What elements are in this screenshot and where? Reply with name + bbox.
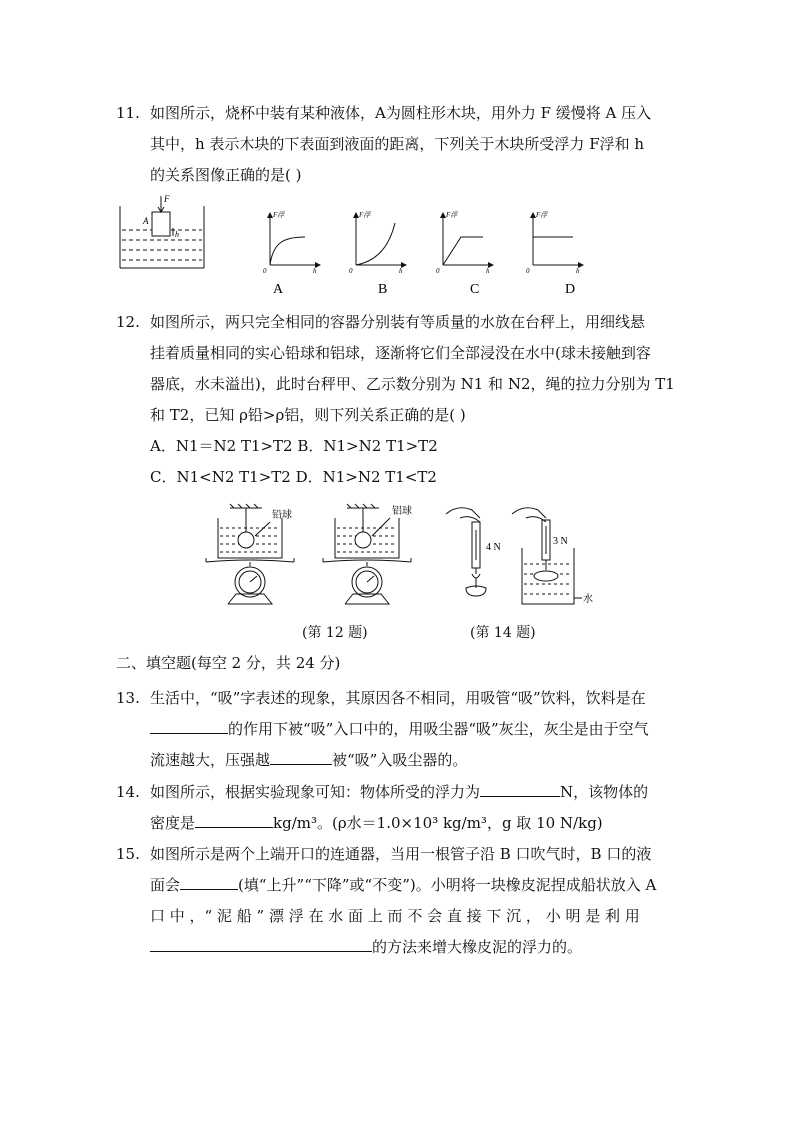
options-ab: A．N1＝N2 T1>T2 B．N1>N2 T1>T2 <box>150 437 438 455</box>
x-axis-label: h <box>576 267 580 275</box>
graph-d <box>533 213 583 265</box>
section-heading: 二、填空题(每空 2 分，共 24 分) <box>116 654 341 672</box>
question-number: 13. <box>116 689 140 707</box>
question-text-line: 的关系图像正确的是( ) <box>150 166 302 184</box>
figure-14-caption: (第 14 题) <box>470 625 536 641</box>
graph-a <box>270 213 320 265</box>
options-cd: C．N1<N2 T1>T2 D．N1>N2 T1<T2 <box>150 468 437 486</box>
question-number: 15. <box>116 845 140 863</box>
question-text-line: 其中，h 表示木块的下表面到液面的距离，下列关于木块所受浮力 F浮和 h <box>150 135 645 153</box>
question-text-line: 挂着质量相同的实心铅球和铝球，逐渐将它们全部浸没在水中(球未接触到容 <box>150 344 651 362</box>
question-number: 14. <box>116 783 140 801</box>
graph-c <box>443 213 493 265</box>
graph-c-label: C <box>470 282 480 295</box>
origin-label: 0 <box>263 267 267 275</box>
block-label: A <box>143 216 149 226</box>
y-axis-label: F浮 <box>359 211 371 219</box>
force-label: F <box>164 194 170 204</box>
aluminum-ball-label: 铝球 <box>392 506 412 517</box>
graph-d-label: D <box>565 282 576 295</box>
x-axis-label: h <box>313 267 317 275</box>
reading-4n: 4 N <box>486 542 501 553</box>
answer-blank[interactable] <box>270 746 332 765</box>
figure-12-caption: (第 12 题) <box>302 625 368 641</box>
reading-3n: 3 N <box>553 536 568 547</box>
question-text-line: 的作用下被“吸”入口中的，用吸尘器“吸”灰尘，灰尘是由于空气 <box>150 714 649 744</box>
question-text-line: 如图所示，根据实验现象可知：物体所受的浮力为 N，该物体的 <box>150 777 648 807</box>
question-text-line: 如图所示，烧杯中装有某种液体，A为圆柱形木块，用外力 F 缓慢将 A 压入 <box>150 104 652 122</box>
water-label: 水 <box>583 594 593 605</box>
graph-b <box>356 213 406 265</box>
origin-label: 0 <box>526 267 530 275</box>
graph-a-label: A <box>273 282 284 295</box>
question-text-line: 的方法来增大橡皮泥的浮力的。 <box>150 932 582 962</box>
question-number: 11. <box>116 104 140 122</box>
x-axis-label: h <box>399 267 403 275</box>
q14-spring-scale-figure <box>440 500 600 615</box>
answer-blank[interactable] <box>195 809 273 828</box>
answer-blank[interactable] <box>180 871 238 890</box>
origin-label: 0 <box>349 267 353 275</box>
lead-ball-label: 铅球 <box>272 510 292 521</box>
question-text-line: 如图所示是两个上端开口的连通器，当用一根管子沿 B 口吹气时，B 口的液 <box>150 845 652 863</box>
x-axis-label: h <box>486 267 490 275</box>
answer-blank[interactable] <box>150 933 372 952</box>
depth-label: h <box>175 230 179 239</box>
question-text-line: 口 中 ，“ 泥 船 ” 漂 浮 在 水 面 上 而 不 会 直 接 下 沉 ， 小 明 是 利 用 <box>150 907 640 925</box>
y-axis-label: F浮 <box>273 211 285 219</box>
question-text-line: 和 T2，已知 ρ铅>ρ铝，则下列关系正确的是( ) <box>150 406 466 424</box>
q12-scales-figure <box>200 500 430 615</box>
question-number: 12. <box>116 313 140 331</box>
q11-graphs <box>255 205 595 295</box>
origin-label: 0 <box>436 267 440 275</box>
question-text-line: 器底，水未溢出)，此时台秤甲、乙示数分别为 N1 和 N2，绳的拉力分别为 T1 <box>150 375 675 393</box>
answer-blank[interactable] <box>480 778 560 797</box>
question-text-line: 如图所示，两只完全相同的容器分别装有等质量的水放在台秤上，用细线悬 <box>150 313 646 331</box>
graph-b-label: B <box>378 282 388 295</box>
question-text-line: 流速越大，压强越 被“吸”入吸尘器的。 <box>150 745 467 775</box>
y-axis-label: F浮 <box>446 211 458 219</box>
question-text-line: 生活中，“吸”字表述的现象，其原因各不相同，用吸管“吸”饮料，饮料是在 <box>150 689 646 707</box>
question-text-line: 密度是 kg/m³。(ρ水＝1.0×10³ kg/m³，g 取 10 N/kg) <box>150 808 603 838</box>
question-text-line: 面会 (填“上升”“下降”或“不变”)。小明将一块橡皮泥捏成船状放入 A <box>150 870 656 900</box>
y-axis-label: F浮 <box>536 211 548 219</box>
answer-blank[interactable] <box>150 715 228 734</box>
beaker-figure <box>116 192 208 272</box>
